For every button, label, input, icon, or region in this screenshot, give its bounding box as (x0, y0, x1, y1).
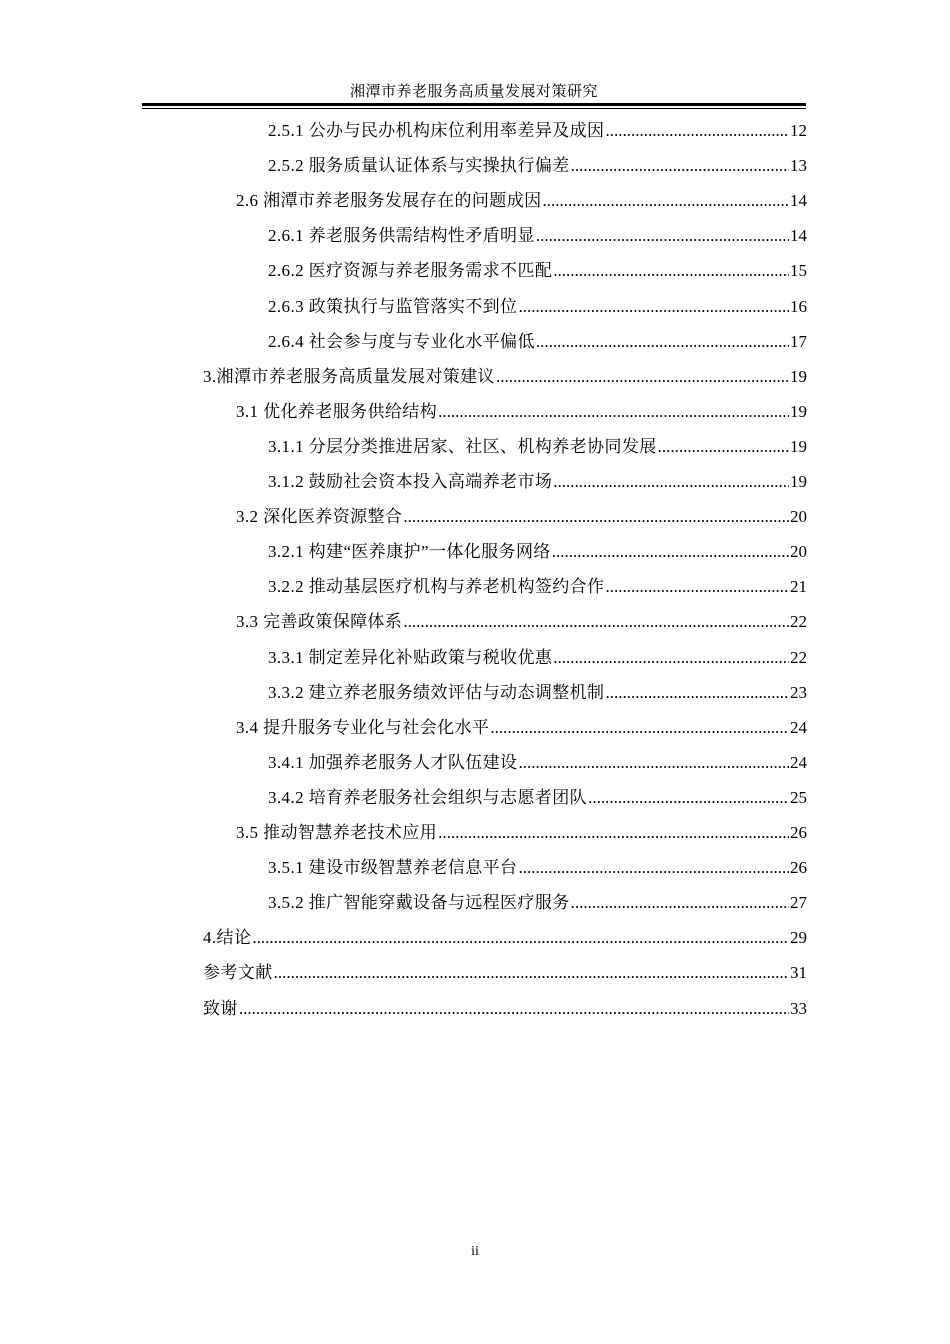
toc-entry-title: 3.1.2 鼓励社会资本投入高端养老市场 (268, 472, 553, 491)
toc-entry-page: 26 (790, 823, 807, 842)
toc-entry-title: 3.2 深化医养资源整合 (236, 507, 403, 526)
toc-leader-dots (553, 258, 789, 284)
toc-entry[interactable] (236, 399, 807, 425)
toc-entry[interactable] (268, 750, 807, 776)
toc-entry[interactable] (268, 294, 807, 320)
toc-leader-dots (658, 434, 789, 460)
page-number: ii (471, 1244, 479, 1259)
toc-leader-dots (518, 750, 789, 776)
toc-entry-title: 3.2.1 构建“医养康护”一体化服务网络 (268, 542, 551, 561)
toc-entry[interactable] (268, 645, 807, 671)
toc-entry-page: 15 (790, 261, 807, 280)
toc-entry-page: 31 (790, 963, 807, 982)
toc-entry-page: 24 (790, 753, 807, 772)
toc-entry-title: 3.4.2 培育养老服务社会组织与志愿者团队 (268, 788, 588, 807)
toc-entry[interactable] (268, 118, 807, 144)
toc-leader-dots (571, 890, 789, 916)
toc-leader-dots (553, 469, 789, 495)
toc-entry-title: 3.5 推动智慧养老技术应用 (236, 823, 438, 842)
toc-entry-title: 2.6.1 养老服务供需结构性矛盾明显 (268, 226, 535, 245)
toc-entry[interactable] (268, 539, 807, 565)
toc-entry[interactable] (236, 715, 807, 741)
toc-entry[interactable] (268, 434, 807, 460)
toc-leader-dots (543, 188, 790, 214)
toc-leader-dots (274, 960, 789, 986)
toc-leader-dots (605, 680, 789, 706)
toc-entry[interactable] (268, 855, 807, 881)
toc-entry-title: 3.3.1 制定差异化补贴政策与税收优惠 (268, 648, 553, 667)
toc-entry-page: 14 (790, 226, 807, 245)
toc-entry[interactable] (268, 329, 807, 355)
toc-entry-page: 24 (790, 718, 807, 737)
toc-entry-title: 3.4.1 加强养老服务人才队伍建设 (268, 753, 518, 772)
toc-entry-page: 23 (790, 683, 807, 702)
toc-entry-title: 致谢 (203, 999, 238, 1018)
toc-entry-title: 2.6.3 政策执行与监管落实不到位 (268, 297, 518, 316)
toc-entry-page: 19 (790, 437, 807, 456)
toc-entry[interactable] (268, 680, 807, 706)
toc-leader-dots (496, 364, 789, 390)
toc-leader-dots (239, 996, 789, 1022)
toc-entry-title: 3.3.2 建立养老服务绩效评估与动态调整机制 (268, 683, 605, 702)
toc-entry-page: 33 (790, 999, 807, 1018)
toc-entry-title: 3.2.2 推动基层医疗机构与养老机构签约合作 (268, 577, 605, 596)
toc-entry[interactable] (236, 188, 807, 214)
running-header: 湘潭市养老服务高质量发展对策研究 (349, 84, 598, 100)
toc-entry-title: 3.湘潭市养老服务高质量发展对策建议 (203, 367, 495, 386)
toc-entry[interactable] (268, 890, 807, 916)
toc-entry-page: 17 (790, 332, 807, 351)
toc-leader-dots (518, 294, 789, 320)
toc-leader-dots (553, 645, 789, 671)
toc-leader-dots (605, 118, 789, 144)
toc-leader-dots (571, 153, 789, 179)
toc-leader-dots (490, 715, 789, 741)
toc-entry-page: 14 (790, 191, 807, 210)
toc-entry[interactable] (203, 960, 807, 986)
toc-entry-title: 3.5.1 建设市级智慧养老信息平台 (268, 858, 518, 877)
toc-entry-page: 19 (790, 367, 807, 386)
toc-entry-title: 3.5.2 推广智能穿戴设备与远程医疗服务 (268, 893, 570, 912)
toc-entry[interactable] (203, 996, 807, 1022)
toc-entry-page: 12 (790, 121, 807, 140)
toc-entry[interactable] (268, 223, 807, 249)
toc-entry[interactable] (236, 820, 807, 846)
toc-entry[interactable] (236, 504, 807, 530)
toc-leader-dots (403, 609, 789, 635)
toc-leader-dots (552, 539, 789, 565)
toc-entry[interactable] (203, 925, 807, 951)
toc-entry-title: 3.3 完善政策保障体系 (236, 612, 403, 631)
toc-leader-dots (252, 925, 789, 951)
toc-entry-page: 19 (790, 472, 807, 491)
header-rule-thin (142, 108, 806, 109)
toc-entry-page: 22 (790, 648, 807, 667)
toc-entry-title: 2.6 湘潭市养老服务发展存在的问题成因 (236, 191, 542, 210)
toc-entry-title: 3.4 提升服务专业化与社会化水平 (236, 718, 490, 737)
toc-entry-title: 3.1 优化养老服务供给结构 (236, 402, 438, 421)
toc-entry[interactable] (268, 258, 807, 284)
toc-leader-dots (536, 223, 789, 249)
toc-entry-page: 13 (790, 156, 807, 175)
toc-entry-title: 3.1.1 分层分类推进居家、社区、机构养老协同发展 (268, 437, 657, 456)
toc-leader-dots (438, 399, 789, 425)
toc-entry-page: 20 (790, 507, 807, 526)
toc-leader-dots (438, 820, 789, 846)
toc-entry-title: 2.5.2 服务质量认证体系与实操执行偏差 (268, 156, 570, 175)
toc-entry[interactable] (268, 785, 807, 811)
toc-entry-page: 20 (790, 542, 807, 561)
toc-entry-page: 26 (790, 858, 807, 877)
toc-entry-page: 16 (790, 297, 807, 316)
toc-entry-page: 21 (790, 577, 807, 596)
toc-entry-title: 2.6.2 医疗资源与养老服务需求不匹配 (268, 261, 553, 280)
toc-entry[interactable] (268, 574, 807, 600)
toc-entry[interactable] (268, 153, 807, 179)
toc-entry-page: 29 (790, 928, 807, 947)
toc-entry-page: 22 (790, 612, 807, 631)
toc-entry-page: 27 (790, 893, 807, 912)
toc-leader-dots (588, 785, 789, 811)
toc-entry-page: 19 (790, 402, 807, 421)
toc-leader-dots (518, 855, 789, 881)
toc-entry[interactable] (203, 364, 807, 390)
toc-leader-dots (403, 504, 789, 530)
toc-leader-dots (536, 329, 789, 355)
toc-entry-title: 2.5.1 公办与民办机构床位利用率差异及成因 (268, 121, 605, 140)
toc-leader-dots (605, 574, 789, 600)
header-rule-thick (142, 103, 806, 106)
toc-entry-page: 25 (790, 788, 807, 807)
toc-entry-title: 参考文献 (203, 963, 273, 982)
toc-entry[interactable] (268, 469, 807, 495)
toc-entry-title: 4.结论 (203, 928, 252, 947)
toc-entry-title: 2.6.4 社会参与度与专业化水平偏低 (268, 332, 535, 351)
toc-entry[interactable] (236, 609, 807, 635)
